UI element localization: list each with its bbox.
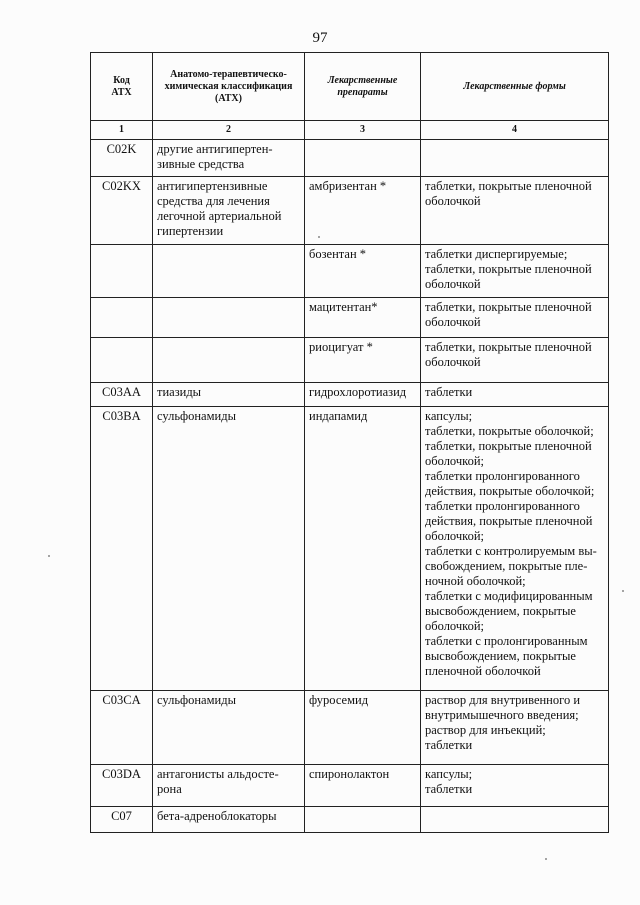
atc-class [153,245,305,298]
atc-class: другие антигипертен- зивные средства [153,140,305,177]
table-row [91,407,609,691]
drug-name: амбризентан * [305,177,421,245]
atc-class: сульфонамиды [153,407,305,691]
dosage-forms [421,140,609,177]
atc-class [153,298,305,338]
table-row [91,765,609,807]
table-header-row [91,53,609,121]
table-row [91,338,609,383]
dosage-forms: таблетки, покрытые пленочной оболочкой [421,177,609,245]
column-number: 3 [305,121,421,140]
dosage-forms: таблетки диспергируемые; таблетки, покрытые пленочной оболочкой [421,245,609,298]
atc-code: C02K [91,140,153,177]
atc-code: C03BA [91,407,153,691]
atc-code: C03CA [91,691,153,765]
scan-speck [622,590,624,592]
dosage-forms: таблетки, покрытые пленочной оболочкой [421,298,609,338]
column-number: 4 [421,121,609,140]
atc-code: C03AA [91,383,153,407]
table-row [91,298,609,338]
scan-speck [318,236,320,238]
dosage-forms: капсулы; таблетки [421,765,609,807]
dosage-forms: таблетки, покрытые пленочной оболочкой [421,338,609,383]
scan-speck [48,555,50,557]
table-row [91,691,609,765]
table-row [91,245,609,298]
header-forms: Лекарственные формы [421,53,609,121]
atc-code [91,338,153,383]
atc-class: антигипертензивные средства для лечения легочной артериальной гипертензии [153,177,305,245]
atc-class: тиазиды [153,383,305,407]
atc-code: C07 [91,807,153,833]
drug-name [305,807,421,833]
header-code: Код АТХ [91,53,153,121]
dosage-forms: таблетки [421,383,609,407]
column-number: 1 [91,121,153,140]
dosage-forms: раствор для внутривенного и внутримышечного введения; раствор для инъекций; таблетки [421,691,609,765]
atc-code: C02KX [91,177,153,245]
atc-class [153,338,305,383]
column-number-row [91,121,609,140]
drug-name: риоцигуат * [305,338,421,383]
drug-name: гидрохлоротиазид [305,383,421,407]
atc-class: антагонисты альдосте- рона [153,765,305,807]
atc-class: сульфонамиды [153,691,305,765]
drug-name: фуросемид [305,691,421,765]
atc-drug-table [90,52,609,833]
atc-code: C03DA [91,765,153,807]
header-classification: Анатомо-терапевтическо- химическая классификация (АТХ) [153,53,305,121]
page-number: 97 [312,30,328,46]
drug-name [305,140,421,177]
table-row [91,807,609,833]
drug-name: спиронолактон [305,765,421,807]
table-row [91,383,609,407]
dosage-forms [421,807,609,833]
atc-class: бета-адреноблокаторы [153,807,305,833]
table-row [91,177,609,245]
header-drugs: Лекарственные препараты [305,53,421,121]
dosage-forms: капсулы; таблетки, покрытые оболочкой; таблетки, покрытые пленочной оболочкой; таблетки пролонгированного действия, покрытые оболочкой; таблетки пролонгированного действия, покрытые пленочной оболочкой; таблетки с контролируемым вы- свобождением, покрытые пле- ночной оболочкой; таблетки с модифицированным высвобождением, покрытые оболочкой; таблетки с пролонгированным высвобождением, покрытые пленочной оболочкой [421,407,609,691]
drug-name: мацитентан* [305,298,421,338]
atc-code [91,245,153,298]
drug-name: индапамид [305,407,421,691]
atc-code [91,298,153,338]
column-number: 2 [153,121,305,140]
drug-name: бозентан * [305,245,421,298]
table-row [91,140,609,177]
scan-speck [545,858,547,860]
